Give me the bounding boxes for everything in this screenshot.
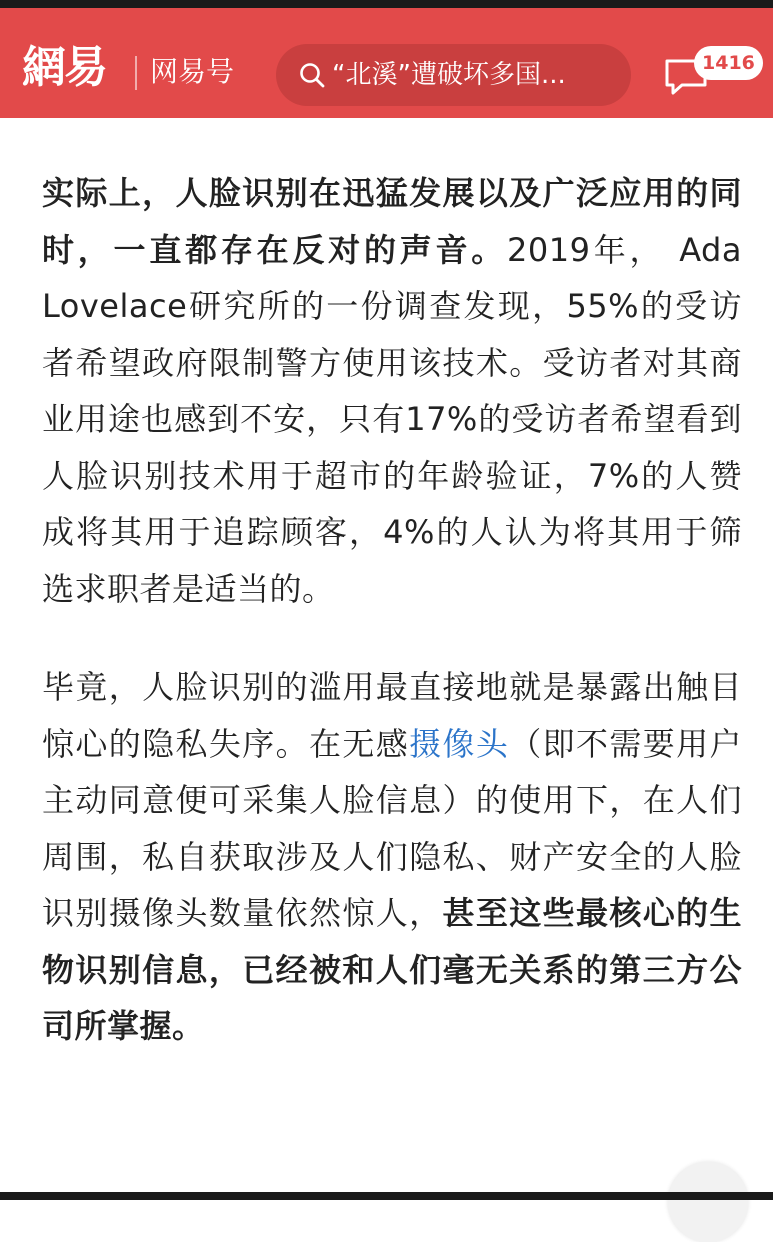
paragraph-2-text-b: （即不需要用户主动同意便可采集人脸信息）的使用下，在人们周围，私自获取涉及人们隐私、财产安全的人脸识别摄像头数量依然惊人， xyxy=(42,724,742,932)
article-body xyxy=(42,165,742,1055)
search-query-text: “北溪”遭破坏多国... xyxy=(332,60,566,90)
paragraph-2-bold-tail: 甚至这些最核心的生物识别信息，已经被和人们毫无关系的第三方公司所掌握。 xyxy=(42,894,742,1045)
floating-action-button[interactable] xyxy=(668,1162,748,1242)
article-paragraph-2 xyxy=(42,659,742,1055)
paragraph-2-text-a: 毕竟，人脸识别的滥用最直接地就是暴露出触目惊心的隐私失序。在无感 xyxy=(42,668,742,763)
top-header-bar xyxy=(0,8,773,118)
paragraph-1-bold-lead: 实际上，人脸识别在迅猛发展以及广泛应用的同时，一直都存在反对的声音。 xyxy=(42,174,742,269)
comment-count-badge[interactable]: 1416 xyxy=(694,46,763,80)
status-bar-strip xyxy=(0,0,773,8)
camera-keyword-link[interactable]: 摄像头 xyxy=(409,724,510,763)
logo-divider xyxy=(135,56,137,90)
channel-name[interactable]: 网易号 xyxy=(150,55,235,88)
bottom-edge-strip xyxy=(0,1192,773,1200)
search-icon xyxy=(298,61,326,89)
article-paragraph-1 xyxy=(42,165,742,617)
search-bar[interactable] xyxy=(276,44,631,106)
netease-logo[interactable]: 網易 xyxy=(22,42,106,93)
paragraph-1-text: 2019年， Ada Lovelace研究所的一份调查发现，55%的受访者希望政府限制警方使用该技术。受访者对其商业用途也感到不安，只有17%的受访者希望看到人脸识别技术用于超市的年龄验证，7%的人赞成将其用于追踪顾客，4%的人认为将其用于筛选求职者是适当的。 xyxy=(42,230,742,608)
